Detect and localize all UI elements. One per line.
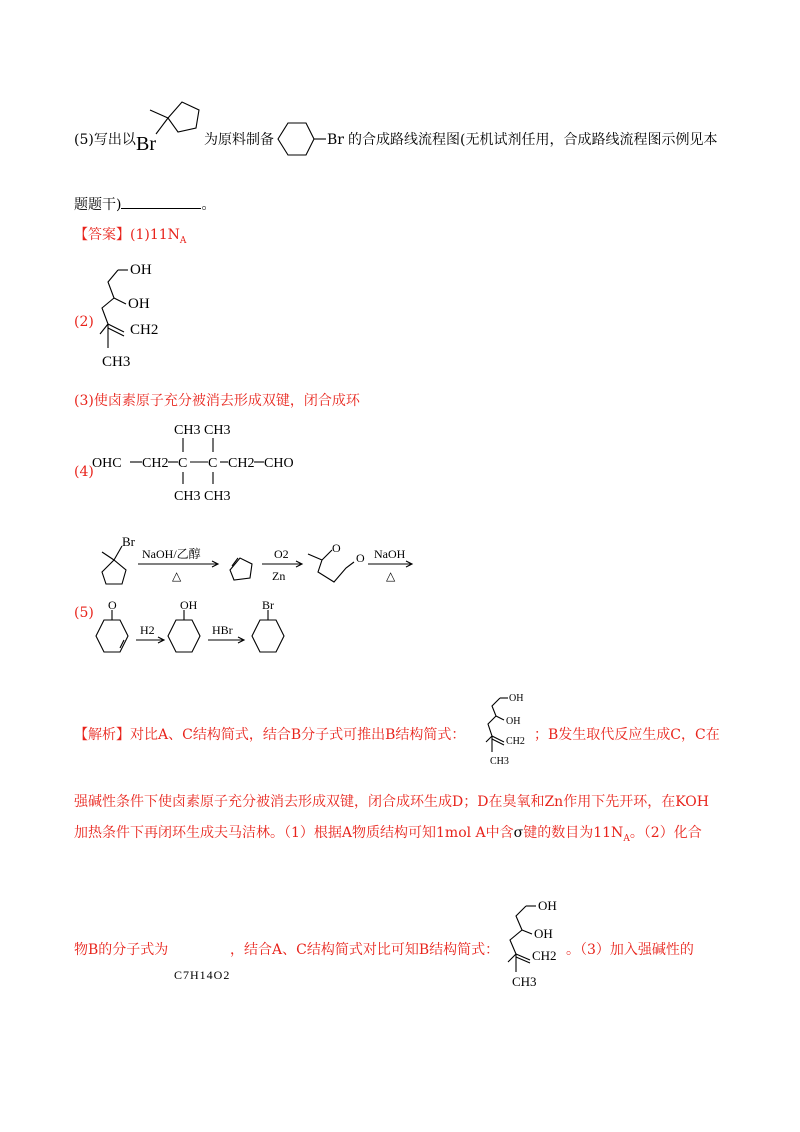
oh-label-1: OH xyxy=(130,262,152,278)
answer-heading: 【答案】 xyxy=(74,227,130,243)
methyl-2: CH3 xyxy=(204,423,231,438)
ohc-group: OHC xyxy=(92,456,122,471)
cho-group: CHO xyxy=(264,456,294,471)
route1-heat-2: △ xyxy=(386,569,396,583)
synthesis-route-2 xyxy=(84,596,304,668)
quaternary-c-2: C xyxy=(208,456,218,471)
route1-reagent-3: NaOH xyxy=(374,547,406,561)
compound-d-structure xyxy=(90,418,310,506)
analysis-text-2: 强碱性条件下使卤素原子充分被消去形成双键，闭合成环生成D；D在臭氧和Zn作用下先开环，在KOH xyxy=(74,794,709,810)
inline2-oh-1: OH xyxy=(538,898,557,913)
ch2-group-1: CH2 xyxy=(142,456,169,471)
route1-reagent-zn: Zn xyxy=(272,569,286,583)
analysis-text-4a: 物B的分子式为 xyxy=(74,942,169,958)
route1-br: Br xyxy=(122,534,135,549)
answer-1: (1)11N xyxy=(130,227,180,243)
answer-4-label: (4) xyxy=(74,464,94,480)
route2-reagent-h2: H2 xyxy=(140,623,155,637)
route1-heat-1: △ xyxy=(172,569,182,583)
route2-reagent-hbr: HBr xyxy=(212,623,233,637)
inline2-ch3: CH3 xyxy=(512,974,537,989)
methyl-bromocyclopentane-structure xyxy=(132,88,202,158)
ch2-label: CH2 xyxy=(130,322,159,338)
inline2-ch2: CH2 xyxy=(532,948,557,963)
q5-middle: 为原料制备 xyxy=(204,132,274,148)
ch3-label: CH3 xyxy=(102,354,131,370)
compound-b-structure xyxy=(88,252,178,372)
q5-suffix: 的合成路线流程图(无机试剂任用，合成路线流程图示例见本 xyxy=(348,132,718,148)
bromocyclohexane-structure xyxy=(274,118,334,160)
answer-1-sub: A xyxy=(179,235,187,246)
analysis-heading: 【解析】 xyxy=(74,727,130,743)
oh-label-2: OH xyxy=(128,296,150,312)
q5-prefix: (5)写出以 xyxy=(74,132,136,148)
reactant-br-label: Br xyxy=(136,133,156,155)
q5-line2: 题题干) 。 xyxy=(74,197,216,213)
methyl-3: CH3 xyxy=(174,489,201,504)
molecular-formula: C7H14O2 xyxy=(174,968,231,982)
route1-ketone-o: O xyxy=(332,541,341,555)
analysis-line1 xyxy=(74,726,465,744)
answer-2-label: (2) xyxy=(74,314,94,330)
route1-reagent-2: O2 xyxy=(274,547,289,561)
cyclohexyl-br: Br xyxy=(262,598,274,612)
ch2-group-2: CH2 xyxy=(228,456,255,471)
analysis-text-1b: ；B发生取代反应生成C，C在 xyxy=(534,727,720,743)
inline-ch3: CH3 xyxy=(490,756,509,767)
analysis-text-3c: 。（2）化合 xyxy=(629,825,702,841)
analysis-text-3b: 键的数目为11N xyxy=(523,825,624,841)
analysis-line3 xyxy=(74,824,702,848)
enone-o: O xyxy=(108,598,117,612)
answer-5-label: (5) xyxy=(74,605,94,621)
route1-aldehyde-o: O xyxy=(356,551,365,565)
sigma-symbol: σ xyxy=(513,825,524,841)
methyl-4: CH3 xyxy=(204,489,231,504)
inline-ch2: CH2 xyxy=(506,736,525,747)
analysis-text-4c: 。（3）加入强碱性的 xyxy=(566,942,694,958)
inline-oh-2: OH xyxy=(506,716,521,727)
quaternary-c-1: C xyxy=(178,456,188,471)
answer-3: (3)使卤素原子充分被消去形成双键，闭合成环 xyxy=(74,393,360,409)
analysis-text-4b: ，结合A、C结构简式对比可知B结构简式： xyxy=(230,942,500,958)
analysis-text-3a: 加热条件下再闭环生成夫马洁林。（1）根据A物质结构可知1mol A中含 xyxy=(74,825,514,841)
inline2-oh-2: OH xyxy=(534,926,553,941)
methyl-1: CH3 xyxy=(174,423,201,438)
product-br-label: Br xyxy=(327,132,344,148)
analysis-text-1a: 对比A、C结构简式，结合B分子式可推出B结构简式： xyxy=(130,727,466,743)
synthesis-route-1 xyxy=(84,528,424,588)
analysis-sub-a: A xyxy=(623,833,630,844)
answer-line1 xyxy=(74,226,186,250)
compound-b-inline-2 xyxy=(496,890,586,990)
route1-reagent-1: NaOH/乙醇 xyxy=(142,547,201,561)
answer-blank xyxy=(121,196,201,209)
cyclohexanol-oh: OH xyxy=(180,598,198,612)
inline-oh-1: OH xyxy=(509,693,524,704)
